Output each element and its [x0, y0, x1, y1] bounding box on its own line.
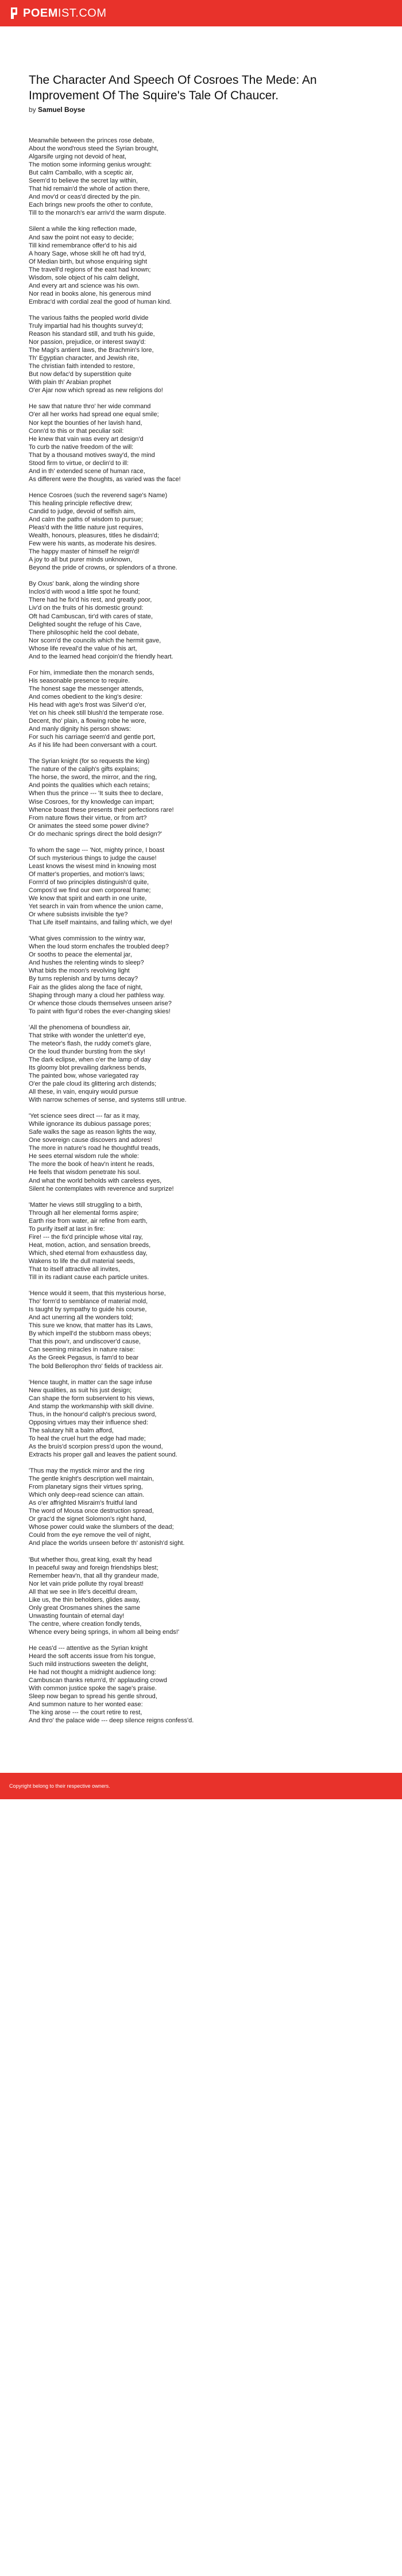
poem-line: Cambuscan thanks return'd, th' applauding crowd — [29, 1677, 167, 1684]
poem-line: And to the learned head conjoin'd the friendly heart. — [29, 653, 173, 660]
poem-line: Th' Egyptian character, and Jewish rite, — [29, 355, 139, 362]
poem-line: And mov'd or ceas'd directed by the pin. — [29, 193, 141, 201]
poem-line: Nor kept the bounties of her lavish hand, — [29, 419, 142, 427]
poem-line: Fair as the glides along the face of night, — [29, 983, 143, 991]
poem-line: One sovereign cause discovers and adores! — [29, 1137, 152, 1144]
poem-line: Heat, motion, action, and sensation breeds, — [29, 1241, 151, 1249]
poem-content — [0, 26, 402, 1756]
poem-line: From planetary signs their virtues spring, — [29, 1483, 143, 1491]
brand-light: IST.COM — [57, 6, 107, 20]
poem-line: Whose power could wake the slumbers of the dead; — [29, 1524, 174, 1531]
poem-line: And saw the point not easy to decide; — [29, 234, 134, 241]
poem-line: While ignorance its dubious passage pores; — [29, 1121, 151, 1128]
poem-line: About the wond'rous steed the Syrian brought, — [29, 145, 159, 153]
poem-line: That this pow'r, and undiscover'd cause, — [29, 1338, 141, 1346]
poem-line: Such mild instructions sweeten the delight, — [29, 1661, 148, 1668]
poem-line: Opposing virtues may their influence shed: — [29, 1419, 148, 1426]
poem-line: Can shape the form subservient to his views, — [29, 1394, 154, 1402]
poem-line: When thus the prince --- 'It suits thee to declare, — [29, 790, 163, 797]
poem-line: Or do mechanic springs direct the bold design?' — [29, 830, 163, 838]
poem-line: And hushes the relenting winds to sleep? — [29, 959, 144, 967]
poem-line: And comes obedient to the king's desire: — [29, 693, 142, 700]
poem-line: To curb the native freedom of the will: — [29, 443, 134, 451]
poem-line: With narrow schemes of sense, and systems still untrue. — [29, 1097, 187, 1104]
poem-line: He knew that vain was every art design'd — [29, 435, 144, 443]
poem-line: Of such mysterious things to judge the cause! — [29, 854, 157, 862]
poem-line: Sleep now began to spread his gentle shroud, — [29, 1693, 157, 1700]
poem-line: The horse, the sword, the mirror, and the ring, — [29, 774, 157, 781]
poem-line: Pleas'd with the little nature just requires, — [29, 524, 144, 532]
poem-line: Yet on his cheek still blush'd the temperate rose. — [29, 710, 164, 717]
poem-line: There philosophic held the cool debate, — [29, 629, 140, 636]
poem-line: By Oxus' bank, along the winding shore — [29, 580, 140, 588]
poem-line: The Syrian knight (for so requests the king) — [29, 758, 150, 765]
poem-line: To paint with figur'd robes the ever-changing skies! — [29, 1008, 171, 1015]
poem-line: 'Hence taught, in matter can the sage infuse — [29, 1378, 152, 1386]
poem-stanza — [29, 1467, 373, 1547]
poem-line: The Magi's antient laws, the Brachmin's lore, — [29, 347, 154, 354]
poem-line: As o'er affrighted Misraim's fruitful land — [29, 1500, 137, 1507]
poem-line: The nature of the caliph's gifts explains; — [29, 766, 140, 773]
poem-line: As the bruis'd scorpion press'd upon the wound, — [29, 1443, 163, 1450]
poem-line: His seasonable presence to require. — [29, 677, 130, 684]
poem-line: But calm Camballo, with a sceptic air, — [29, 169, 134, 177]
byline — [29, 106, 373, 114]
poem-stanza — [29, 137, 373, 217]
poem-line: Stood firm to virtue, or declin'd to ill: — [29, 459, 129, 467]
poem-line: 'Hence would it seem, that this mysterious horse, — [29, 1290, 166, 1297]
poem-line: Or where subsists invisible the tye? — [29, 911, 128, 919]
poem-line: A hoary Sage, whose skill he oft had try'd, — [29, 250, 146, 257]
poem-line: Seem'd to believe the secret lay within, — [29, 177, 138, 185]
poem-line: Earth rise from water, air refine from earth, — [29, 1217, 148, 1225]
poem-line: To heal the cruel hurt the edge had made; — [29, 1435, 146, 1442]
poem-stanza — [29, 402, 373, 483]
poem-line: 'Thus may the mystick mirror and the ring — [29, 1467, 145, 1475]
poem-line: What bids the moon's revolving light — [29, 967, 130, 975]
poem-line: The honest sage the messenger attends, — [29, 685, 144, 692]
poem-line: Delighted sought the refuge of his Cave, — [29, 621, 142, 628]
poem-line: And in th' extended scene of human race, — [29, 467, 145, 475]
poem-line: And summon nature to her wonted ease: — [29, 1701, 143, 1709]
poem-line: Whence every being springs, in whom all being ends!' — [29, 1628, 179, 1636]
poem-line: O'er Ajar now which spread as new religions do! — [29, 387, 163, 394]
poem-line: And place the worlds unseen before th' astonish'd sight. — [29, 1540, 185, 1547]
poem-stanza — [29, 669, 373, 749]
poem-line: When the loud storm enchafes the troubled deep? — [29, 943, 169, 951]
poem-body — [29, 137, 373, 1725]
poem-line: Remember heav'n, that all thy grandeur made, — [29, 1572, 159, 1579]
poem-line: Compos'd we find our own corporeal frame; — [29, 886, 151, 894]
site-footer — [0, 1773, 402, 1799]
poem-line: This sure we know, that matter has its Laws, — [29, 1322, 153, 1330]
poem-line: Through all her elemental forms aspire; — [29, 1209, 139, 1217]
poem-line: Silent a while the king reflection made, — [29, 226, 137, 233]
poem-line: Which only deep-read science can attain. — [29, 1492, 145, 1499]
poem-line: And manly dignity his person shows: — [29, 726, 131, 733]
poem-line: Algarsife urging not devoid of heat, — [29, 153, 127, 161]
poem-line: There had he fix'd his rest, and greatly poor, — [29, 596, 152, 604]
poem-line: The more the book of heav'n intent he reads, — [29, 1161, 154, 1168]
brand-bold: POEM — [23, 6, 58, 20]
poem-line: Tho' form'd to semblance of material mold, — [29, 1298, 148, 1306]
poem-stanza — [29, 1378, 373, 1459]
poem-line: The travell'd regions of the east had known; — [29, 266, 151, 273]
poem-line: Inclos'd with wood a little spot he found; — [29, 588, 140, 596]
poem-line: As if his life had been conversant with a court. — [29, 742, 157, 749]
poem-line: That hid remain'd the whole of action there, — [29, 185, 150, 193]
poem-line: Or whence those clouds themselves unseen arise? — [29, 1000, 172, 1007]
poem-line: Or the loud thunder bursting from the sky! — [29, 1048, 145, 1055]
poem-line: By which impell'd the stubborn mass obeys; — [29, 1330, 152, 1338]
poem-line: And points the qualities which each retains; — [29, 782, 150, 789]
author-link[interactable]: Samuel Boyse — [38, 106, 86, 114]
poem-line: The meteor's flash, the ruddy comet's glare, — [29, 1040, 152, 1047]
poem-line: Reason his standard still, and truth his guide, — [29, 331, 155, 338]
poem-line: Is taught by sympathy to guide his course, — [29, 1306, 147, 1314]
poem-line: Only great Orosmanes shines the same — [29, 1604, 140, 1612]
poem-line: 'But whether thou, great king, exalt thy head — [29, 1556, 152, 1563]
poem-line: Or grac'd the signet Solomon's right hand, — [29, 1516, 146, 1523]
poem-line: 'All the phenomena of boundless air, — [29, 1024, 130, 1031]
poem-line: Decent, tho' plain, a flowing robe he wore, — [29, 718, 146, 725]
poem-stanza — [29, 1556, 373, 1636]
poem-line: From nature flows their virtue, or from art? — [29, 814, 147, 822]
poem-line: This healing principle reflective drew; — [29, 499, 133, 507]
poem-line: Wakens to life the dull material seeds, — [29, 1257, 135, 1265]
poem-line: Few were his wants, as moderate his desires. — [29, 540, 157, 548]
poem-line: Unwasting fountain of eternal day! — [29, 1612, 125, 1620]
poem-line: Of matter's properties, and motion's laws; — [29, 870, 145, 878]
poem-stanza — [29, 1289, 373, 1370]
poem-line: Can seeming miracles in nature raise: — [29, 1346, 135, 1354]
poem-stanza — [29, 314, 373, 394]
site-logo[interactable] — [9, 6, 107, 20]
poem-line: The salutary hilt a balm afford, — [29, 1427, 114, 1434]
poem-title: The Character And Speech Of Cosroes The Mede: An Improvement Of The Squire's Tale Of Chaucer. — [29, 73, 317, 102]
poem-line: To whom the sage --- 'Not, mighty prince, I boast — [29, 846, 165, 854]
poem-line: Wealth, honours, pleasures, titles he disdain'd; — [29, 532, 159, 540]
poem-line: With common justice spoke the sage's praise. — [29, 1685, 157, 1692]
poem-line: Till in its radiant cause each particle unites. — [29, 1274, 149, 1281]
poem-line: Safe walks the sage as reason lights the way, — [29, 1129, 156, 1136]
poem-line: And act unerring all the wonders told; — [29, 1314, 133, 1322]
poem-line: The king arose --- the court retire to rest, — [29, 1709, 142, 1717]
poem-line: The dark eclipse, when o'er the lamp of day — [29, 1056, 151, 1063]
poem-line: The centre, where creation fondly tends, — [29, 1620, 142, 1628]
poem-line: Its gloomy blot prevailing darkness bends, — [29, 1064, 146, 1071]
poem-line: To purify itself at last in fire: — [29, 1225, 105, 1233]
poem-line: New qualities, as suit his just design; — [29, 1386, 132, 1394]
poem-line: Heard the soft accents issue from his tongue, — [29, 1653, 156, 1660]
poem-line: Like us, the thin beholders, glides away, — [29, 1596, 141, 1603]
poem-line: O'er all her works had spread one equal smile; — [29, 411, 159, 419]
poem-line: Liv'd on the fruits of his domestic ground: — [29, 605, 144, 612]
poem-line: Thus, in the honour'd caliph's precious sword, — [29, 1411, 157, 1418]
poem-stanza — [29, 935, 373, 1015]
poem-line: Which, shed eternal from exhaustless day, — [29, 1249, 148, 1257]
poem-line: He saw that nature thro' her wide command — [29, 403, 151, 410]
poem-line: Oft had Cambuscan, tir'd with cares of state, — [29, 613, 153, 620]
poem-line: Or animates the steed some power divine? — [29, 822, 149, 830]
poem-line: Meanwhile between the princes rose debate, — [29, 137, 154, 144]
poem-line: Shaping through many a cloud her pathless way. — [29, 991, 165, 999]
poem-line: He had not thought a midnight audience long: — [29, 1669, 156, 1676]
poem-line: We know that spirit and earth in one unite, — [29, 895, 147, 902]
poem-stanza — [29, 491, 373, 572]
poem-line: All these, in vain, enquiry would pursue — [29, 1088, 138, 1096]
poem-line: And stamp the workmanship with skill divine. — [29, 1403, 154, 1410]
poem-stanza — [29, 1644, 373, 1725]
poem-stanza — [29, 580, 373, 660]
poem-line: Till to the monarch's ear arriv'd the warm dispute. — [29, 210, 167, 217]
poem-line: The happy master of himself he reign'd! — [29, 548, 140, 556]
site-header — [0, 0, 402, 26]
poem-line: Candid to judge, devoid of selfish aim, — [29, 508, 136, 515]
poem-line: Hence Cosroes (such the reverend sage's Name) — [29, 491, 168, 499]
poem-line: All that we see in life's deceitful dream, — [29, 1588, 138, 1595]
poem-line: A joy to all but purer minds unknown, — [29, 556, 132, 564]
poem-line: In peaceful sway and foreign friendships blest; — [29, 1564, 159, 1571]
poem-line: The motion some informing genius wrought: — [29, 161, 152, 169]
poem-line: Could from the eye remove the veil of night, — [29, 1532, 151, 1539]
poem-line: The word of Mousa once destruction spread, — [29, 1508, 154, 1515]
poem-stanza — [29, 846, 373, 927]
poem-line: Beyond the pride of crowns, or splendors of a throne. — [29, 564, 177, 572]
poem-line: And every art and science was his own. — [29, 282, 140, 289]
poem-line: And thro' the palace wide --- deep silence reigns confess'd. — [29, 1717, 194, 1725]
poem-line: That by a thousand motives sway'd, the mind — [29, 451, 155, 459]
poem-line: Each brings new proofs the other to confute, — [29, 202, 153, 209]
poem-line: And what the world beholds with careless eyes, — [29, 1177, 162, 1184]
poem-line: Silent he contemplates with reverence and surprize! — [29, 1185, 174, 1192]
poem-line: The various faiths the peopled world divide — [29, 314, 149, 321]
poem-line: The painted bow, whose variegated ray — [29, 1072, 139, 1079]
poem-stanza — [29, 225, 373, 305]
poem-line: Of Median birth, but whose enquiring sight — [29, 258, 148, 265]
poem-line: Nor scorn'd the councils which the hermit gave, — [29, 637, 161, 644]
poem-line: Wisdom, sole object of his calm delight, — [29, 274, 140, 281]
poem-line: Whence boast these presents their perfections rare! — [29, 806, 174, 814]
poem-line: With plain th' Arabian prophet — [29, 379, 111, 386]
poem-line: The gentle knight's description well maintain, — [29, 1475, 154, 1483]
poem-line: His head with age's frost was Silver'd o'er, — [29, 702, 146, 708]
poem-line: But now defac'd by superstition quite — [29, 371, 132, 378]
poem-line: And calm the paths of wisdom to pursue; — [29, 516, 143, 524]
poem-stanza — [29, 1024, 373, 1104]
poem-line: Conn'd to this or that peculiar soil: — [29, 427, 124, 435]
poemist-quill-logo-icon — [9, 6, 20, 20]
poem-line: O'er the pale cloud its glittering arch distends; — [29, 1080, 157, 1088]
poem-line: Till kind remembrance offer'd to his aid — [29, 242, 137, 249]
poem-line: The christian faith intended to restore, — [29, 363, 135, 370]
poem-line: Whose life reveal'd the value of his art, — [29, 645, 137, 652]
by-label: by — [29, 106, 36, 114]
poem-line: He sees eternal wisdom rule the whole: — [29, 1153, 139, 1160]
poem-line: That to itself attractive all invites, — [29, 1266, 120, 1273]
poem-line: Fire! --- the fix'd principle whose vital ray, — [29, 1233, 143, 1241]
poem-line: Nor let vain pride pollute thy royal breast! — [29, 1580, 144, 1587]
poem-stanza — [29, 757, 373, 838]
poem-line: The more in nature's road he thoughtful treads, — [29, 1145, 160, 1152]
poem-line: For him, immediate then the monarch sends, — [29, 669, 154, 676]
poem-line: Yet search in vain from whence the union came, — [29, 903, 163, 911]
poem-line: As different were the thoughts, as varied was the face! — [29, 475, 181, 483]
poem-line: The bold Bellerophon thro' fields of trackless air. — [29, 1362, 163, 1370]
poem-line: Extracts his proper gall and leaves the patient sound. — [29, 1451, 177, 1458]
poem-stanza — [29, 1112, 373, 1192]
poem-line: Least knows the wisest mind in knowing most — [29, 862, 156, 870]
poem-line: Nor read in books alone, his generous mind — [29, 290, 151, 297]
poem-line: As the Greek Pegasus, is fam'd to bear — [29, 1354, 139, 1362]
poem-line: That strike with wonder the unletter'd eye, — [29, 1032, 146, 1039]
poem-line: He ceas'd --- attentive as the Syrian knight — [29, 1644, 148, 1652]
poem-line: He feels that wisdom penetrate his soul. — [29, 1169, 141, 1176]
poem-line: 'Matter he views still struggling to a birth, — [29, 1201, 142, 1208]
poem-line: 'What gives commission to the wintry war, — [29, 935, 146, 943]
poem-line: 'Yet science sees direct --- far as it may, — [29, 1113, 140, 1120]
poem-stanza — [29, 1201, 373, 1281]
poem-line: Form'd of two principles distinguish'd quite, — [29, 878, 149, 886]
poem-line: Or sooths to peace the elemental jar, — [29, 951, 132, 959]
poem-line: That Life itself maintains, and failing which, we dye! — [29, 919, 173, 927]
poem-line: Truly impartial had his thoughts survey'd; — [29, 322, 144, 330]
poem-line: Embrac'd with cordial zeal the good of human kind. — [29, 298, 172, 305]
poem-line: By turns replenish and by turns decay? — [29, 975, 138, 983]
poem-line: Nor passion, prejudice, or interest sway'd: — [29, 339, 146, 346]
poem-line: Wise Cosroes, for thy knowledge can impart; — [29, 798, 154, 805]
copyright-text: Copyright belong to their respective owners. — [9, 1783, 110, 1789]
poem-line: For such his carriage seem'd and gentle port, — [29, 734, 156, 741]
